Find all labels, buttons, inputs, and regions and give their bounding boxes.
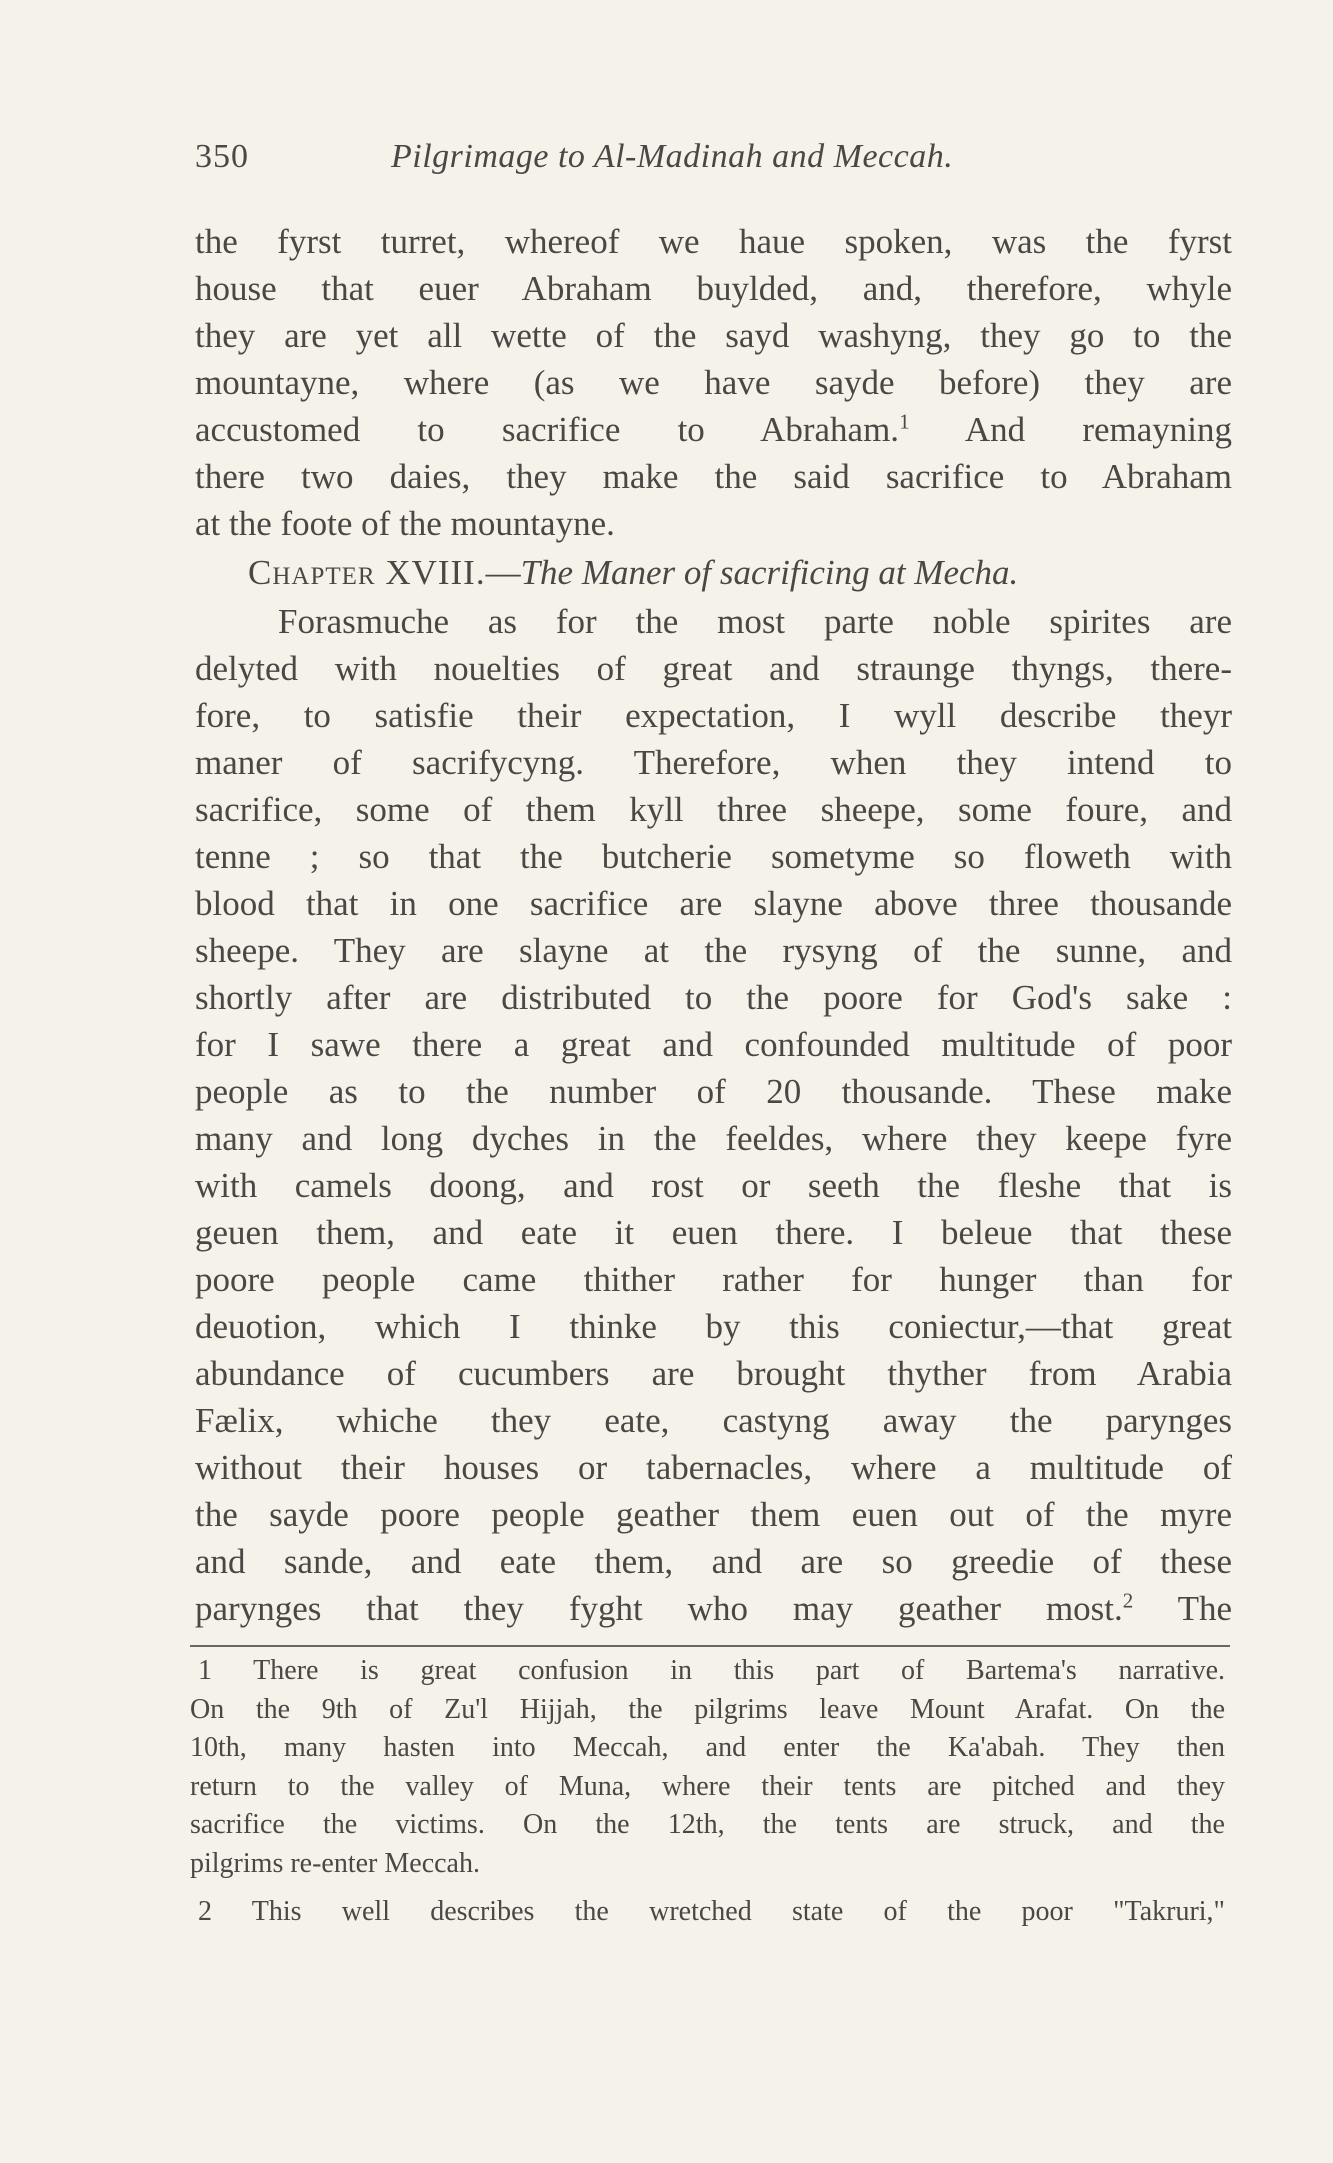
- text-line: abundance of cucumbers are brought thyther from Arabia: [195, 1354, 1232, 1393]
- text-line: shortly after are distributed to the poore for God's sake :: [195, 978, 1232, 1017]
- text-line: sheepe. They are slayne at the rysyng of the sunne, and: [195, 931, 1232, 970]
- chapter-title: The Maner of sacrificing at Mecha.: [520, 553, 1019, 592]
- chapter-label: Chapter XVIII.: [248, 553, 486, 592]
- text-line: for I sawe there a great and confounded multitude of poor: [195, 1025, 1232, 1064]
- footnote-line: 10th, many hasten into Meccah, and enter the Ka'abah. They then: [190, 1732, 1225, 1763]
- text-line: sacrifice, some of them kyll three sheepe, some foure, and: [195, 790, 1232, 829]
- footnote-ref: 2: [1122, 1588, 1134, 1613]
- text-line: Fælix, whiche they eate, castyng away the parynges: [195, 1401, 1232, 1440]
- text-line: without their houses or tabernacles, where a multitude of: [195, 1448, 1232, 1487]
- footnote-line: On the 9th of Zu'l Hijjah, the pilgrims leave Mount Arafat. On the: [190, 1693, 1225, 1725]
- text-line: they are yet all wette of the sayd washyng, they go to the: [195, 316, 1232, 355]
- text-line: at the foote of the mountayne.: [195, 504, 615, 543]
- text-line: Forasmuche as for the most parte noble spirites are: [278, 602, 1232, 641]
- footnote-line: 2 This well describes the wretched state of the poor "Takruri,": [198, 1896, 1225, 1927]
- text-line: blood that in one sacrifice are slayne above three thousande: [195, 884, 1232, 923]
- text-line: fore, to satisfie their expectation, I wyll describe theyr: [195, 696, 1232, 735]
- text-line: [195, 1585, 1232, 1632]
- text-line: the sayde poore people geather them euen out of the myre: [195, 1495, 1232, 1534]
- text-line: and sande, and eate them, and are so greedie of these: [195, 1542, 1232, 1581]
- footnote-rule: [190, 1645, 1230, 1647]
- text-line: house that euer Abraham buylded, and, therefore, whyle: [195, 269, 1232, 308]
- text-line: people as to the number of 20 thousande. These make: [195, 1072, 1232, 1111]
- text-segment: parynges that they fyght who may geather most.: [195, 1589, 1123, 1628]
- footnote-line: return to the valley of Muna, where their tents are pitched and they: [190, 1770, 1225, 1802]
- footnote-line: sacrifice the victims. On the 12th, the tents are struck, and the: [190, 1809, 1225, 1840]
- text-line: deuotion, which I thinke by this coniectur,—that great: [195, 1307, 1232, 1346]
- footnote-line: pilgrims re-enter Meccah.: [190, 1847, 480, 1879]
- text-line: many and long dyches in the feeldes, where they keepe fyre: [195, 1119, 1232, 1158]
- text-segment: The: [1133, 1589, 1232, 1628]
- text-line: the fyrst turret, whereof we haue spoken, was the fyrst: [195, 222, 1232, 261]
- text-line: geuen them, and eate it euen there. I beleue that these: [195, 1213, 1232, 1252]
- text-segment: And remayning: [909, 410, 1232, 449]
- text-line: with camels doong, and rost or seeth the fleshe that is: [195, 1166, 1232, 1205]
- text-line: tenne ; so that the butcherie sometyme so floweth with: [195, 837, 1232, 876]
- text-line: there two daies, they make the said sacrifice to Abraham: [195, 457, 1232, 496]
- page-number: 350: [195, 138, 249, 175]
- page-header: [195, 138, 1235, 188]
- text-segment: accustomed to sacrifice to Abraham.: [195, 410, 900, 449]
- text-line: poore people came thither rather for hunger than for: [195, 1260, 1232, 1299]
- text-line: [195, 406, 1232, 453]
- text-line: maner of sacrifycyng. Therefore, when they intend to: [195, 743, 1232, 782]
- text-line: delyted with nouelties of great and straunge thyngs, there-: [195, 649, 1232, 688]
- chapter-dash: —: [485, 553, 521, 592]
- footnote-ref: 1: [899, 409, 910, 434]
- footnotes: [190, 1652, 1225, 1932]
- running-title: Pilgrimage to Al-Madinah and Meccah.: [391, 138, 954, 175]
- chapter-heading: [195, 547, 1232, 598]
- main-text: [195, 218, 1232, 1632]
- text-line: mountayne, where (as we have sayde before) they are: [195, 363, 1232, 402]
- footnote-line: 1 There is great confusion in this part of Bartema's narrative.: [198, 1655, 1225, 1686]
